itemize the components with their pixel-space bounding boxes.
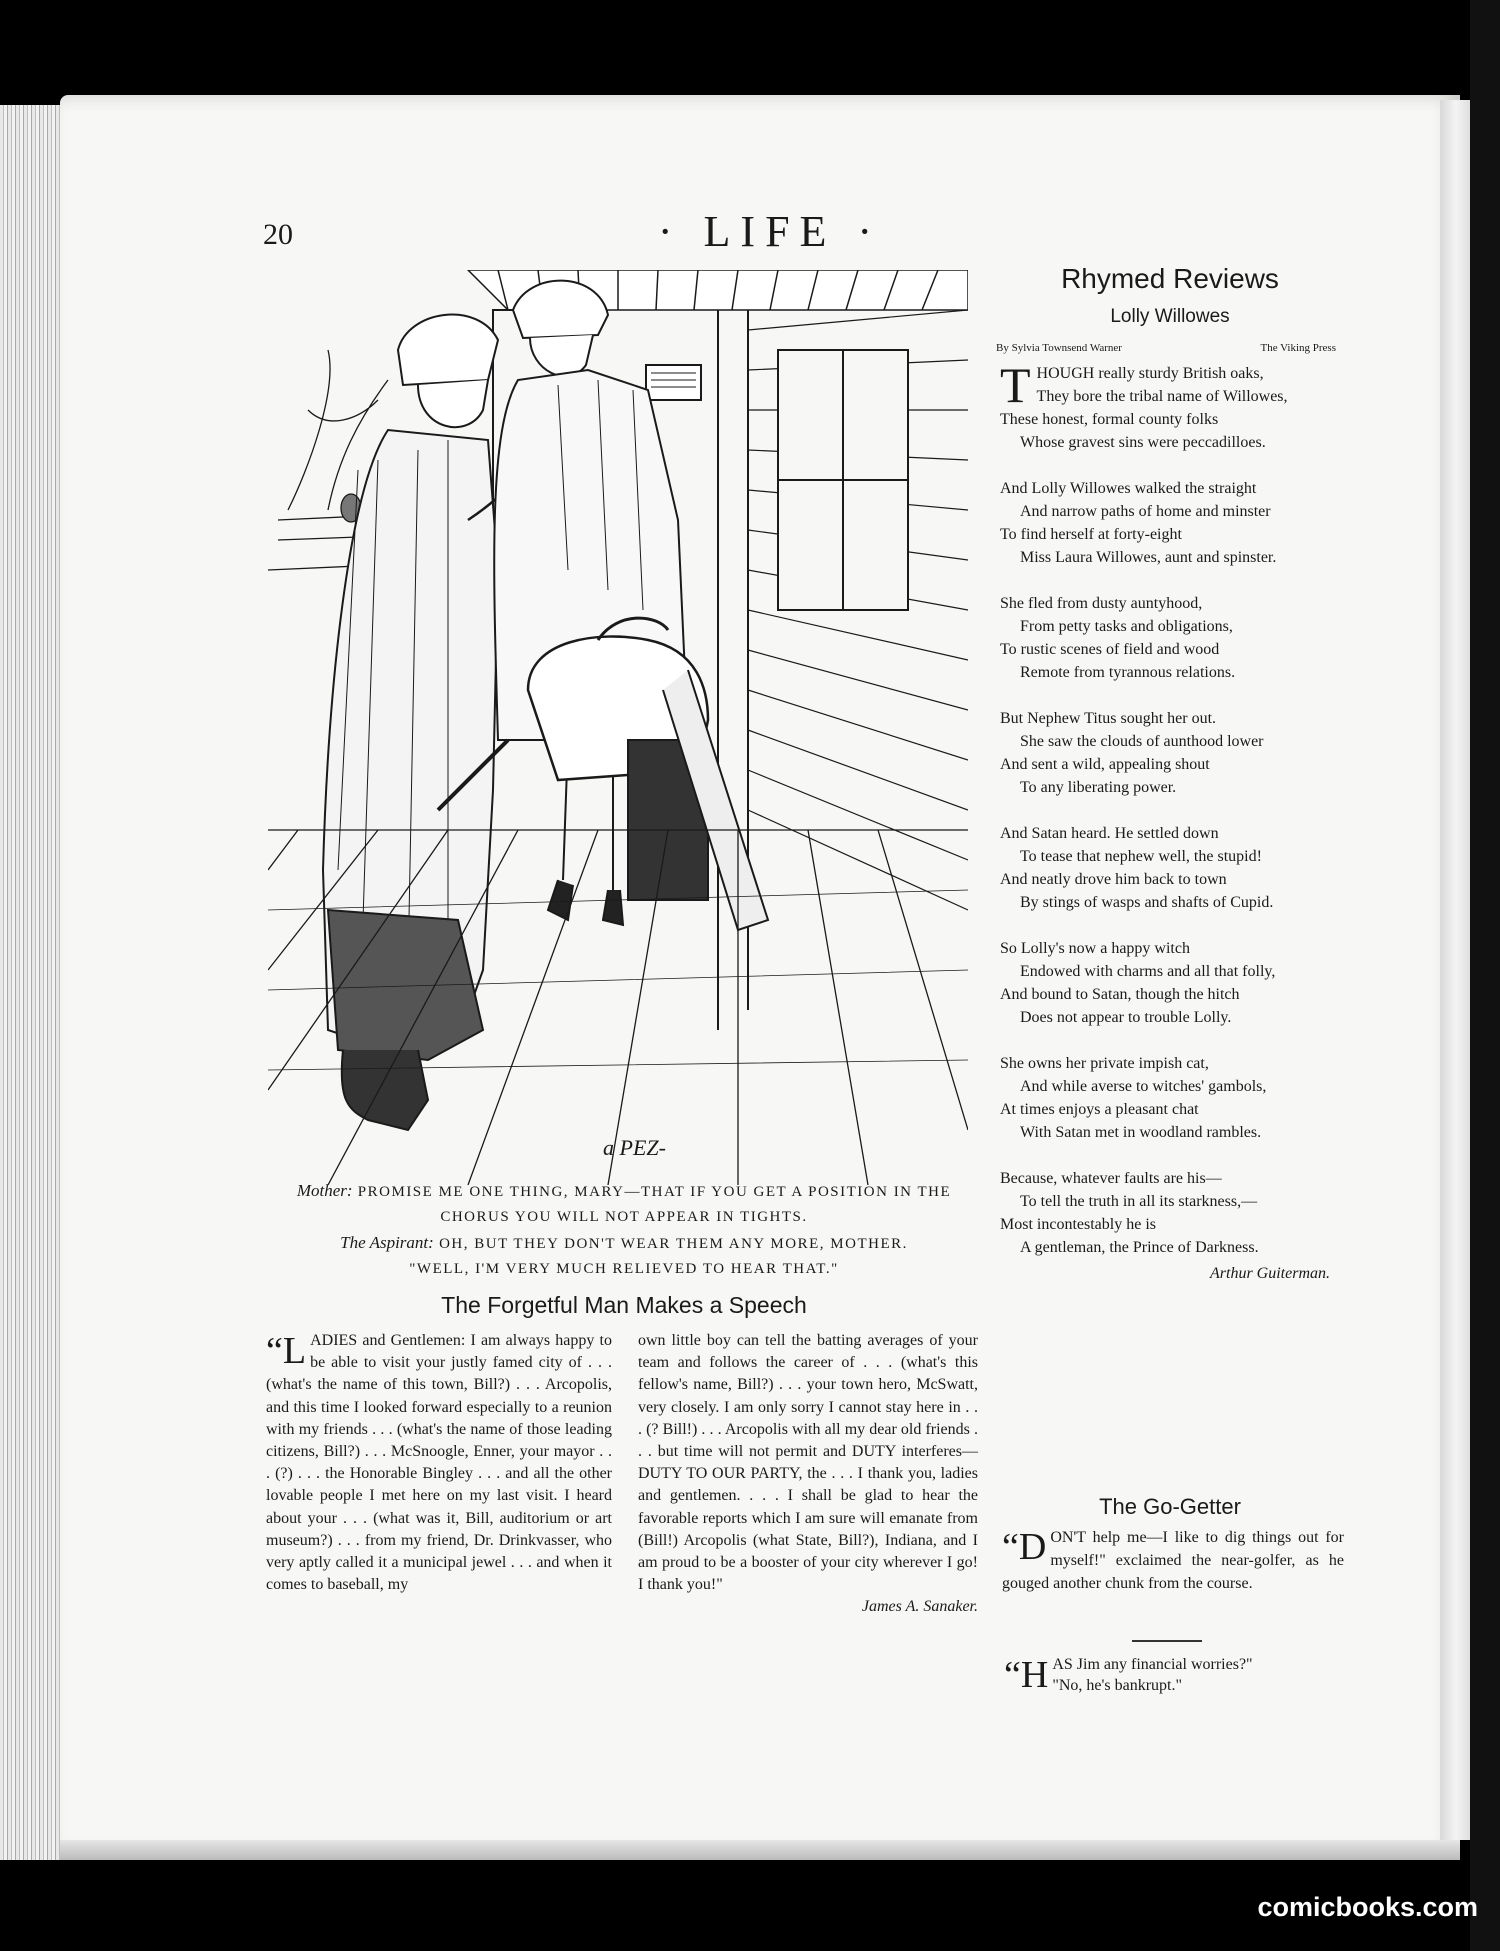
poem-line: To find herself at forty-eight [1000,526,1182,543]
go-getter-title: The Go-Getter [1099,1494,1241,1519]
article-title: The Forgetful Man Makes a Speech [441,1292,807,1318]
poem-line: These honest, formal county folks [1000,411,1219,428]
joke-line-2: "No, he's bankrupt." [1052,1677,1183,1694]
caption-line-4: "WELL, I'M VERY MUCH RELIEVED TO HEAR THAT." [409,1261,839,1277]
poem-stanza [1000,1052,1340,1144]
section-divider [1132,1640,1202,1642]
poem-line: But Nephew Titus sought her out. [1000,710,1217,727]
article-column-1 [266,1330,612,1596]
poem-line: And Satan heard. He settled down [1000,825,1219,842]
article-text-1: ADIES and Gentlemen: I am always happy to be able to visit your justly famed city of . . . (what's the name of this town, Bill?) . . . Arcopolis, and this time I looked forward especially to a reunion with my friends . . . (what's the name of those leading citizens, Bill?) . . . McSnoogle, Enner, your mayor . . . (?) . . . the Honorable Bingley . . . and all the other lovable people I met here on my last visit. I heard about your . . . (what was it, Bill, auditorium or art museum?) . . . from my friend, Dr. Drinkvasser, who very aptly called it a municipal jewel . . . and when it comes to baseball, my [266,1332,612,1594]
poem-line: And while averse to witches' gambols, [1020,1078,1267,1095]
poem-line: They bore the tribal name of Willowes, [1036,388,1288,405]
caption-text-3: OH, BUT THEY DON'T WEAR THEM ANY MORE, MOTHER. [433,1236,908,1252]
poem-line: By stings of wasps and shafts of Cupid. [1020,894,1274,911]
page-number: 20 [263,218,293,251]
joke [1004,1654,1344,1696]
poem-line: Endowed with charms and all that folly, [1020,963,1276,980]
joke-dropcap: “H [1004,1654,1049,1696]
poem-line: At times enjoys a pleasant chat [1000,1101,1199,1118]
caption-speaker-aspirant: The Aspirant: [340,1233,434,1252]
poem-line: A gentleman, the Prince of Darkness. [1020,1239,1259,1256]
cartoon-illustration [268,270,968,1185]
poem-line: Miss Laura Willowes, aunt and spinster. [1020,549,1277,566]
go-getter-body: ON'T help me—I like to dig things out for myself!" exclaimed the near-golfer, as he gouged another chunk from the course. [1002,1529,1344,1592]
poem-line: To tell the truth in all its starkness,— [1020,1193,1258,1210]
go-getter-dropcap: “D [1002,1526,1047,1568]
go-getter-text [1002,1526,1344,1595]
poem-line: Most incontestably he is [1000,1216,1156,1233]
poem-line: With Satan met in woodland rambles. [1020,1124,1262,1141]
cartoon-drawing [268,270,968,1185]
caption-line-2: CHORUS YOU WILL NOT APPEAR IN TIGHTS. [440,1209,808,1225]
caption-line-1 [268,1178,980,1205]
poem-line: HOUGH really sturdy British oaks, [1036,365,1264,382]
masthead [0,206,1500,257]
joke-line-1: AS Jim any financial worries?" [1052,1656,1253,1673]
caption-speaker-mother: Mother: [296,1181,353,1200]
poem-stanza [1000,707,1340,799]
scan-border [1470,0,1500,1951]
article-signature: James A. Sanaker. [861,1598,978,1616]
poem-line: Whose gravest sins were peccadilloes. [1020,434,1266,451]
poem-line: From petty tasks and obligations, [1020,618,1233,635]
poem-line: To any liberating power. [1020,779,1177,796]
cartoon-caption [268,1178,980,1282]
poem-stanza [1000,822,1340,914]
review-publisher: The Viking Press [1260,342,1336,354]
artist-signature: a PEZ- [603,1135,666,1160]
masthead-title: · LIFE · [657,207,883,256]
article-dropcap: “L [266,1330,307,1372]
rhymed-reviews-title: Rhymed Reviews [1061,263,1279,294]
article-text-2: own little boy can tell the batting averages of your team and follows the career of . . . (what's this fellow's name, Bill?) . . . your town hero, McSwatt, very closely. I am only sorry I cannot stay here in . . . (? Bill!) . . . Arcopolis with all my dear old friends . . . but time will not permit and DUTY interferes—DUTY TO OUR PARTY, the . . . I thank you, ladies and gentlemen. . . . I shall be glad to hear the favorable reports which I am sure will emanate from (Bill!) Arcopolis (what State, Bill?), Indiana, and I am proud to be a booster of your city wherever I go! I thank you!" [638,1332,978,1594]
poem-stanza [1000,1167,1340,1259]
poem-line: And bound to Satan, though the hitch [1000,986,1240,1003]
poem-line: So Lolly's now a happy witch [1000,940,1190,957]
poem-line: Does not appear to trouble Lolly. [1020,1009,1232,1026]
poem-line: To rustic scenes of field and wood [1000,641,1220,658]
review-book-title: Lolly Willowes [1110,306,1230,327]
caption-line-3 [268,1230,980,1257]
poem-line: She owns her private impish cat, [1000,1055,1209,1072]
poem-line: And sent a wild, appealing shout [1000,756,1210,773]
review-poem [1000,357,1340,1285]
poem-line: Because, whatever faults are his— [1000,1170,1222,1187]
poem-stanza [1000,477,1340,569]
poem-line: And Lolly Willowes walked the straight [1000,480,1257,497]
poem-line: And narrow paths of home and minster [1020,503,1271,520]
poem-line: Remote from tyrannous relations. [1020,664,1236,681]
poem-signature: Arthur Guiterman. [1210,1265,1330,1282]
review-author: By Sylvia Townsend Warner [996,342,1122,354]
caption-text-1: PROMISE ME ONE THING, MARY—THAT IF YOU GET A POSITION IN THE [352,1184,952,1200]
poem-stanza [1000,592,1340,684]
poem-line: And neatly drove him back to town [1000,871,1227,888]
review-byline [996,342,1336,354]
watermark-logo: comicbooks.com [1257,1892,1478,1922]
poem-stanza [1000,357,1340,454]
poem-line: She saw the clouds of aunthood lower [1020,733,1264,750]
poem-line: To tease that nephew well, the stupid! [1020,848,1262,865]
poem-stanza [1000,937,1340,1029]
article-column-2 [638,1330,978,1619]
bottom-page-edge [60,1840,1460,1860]
poem-dropcap: T [1000,357,1031,413]
poem-line: She fled from dusty auntyhood, [1000,595,1203,612]
